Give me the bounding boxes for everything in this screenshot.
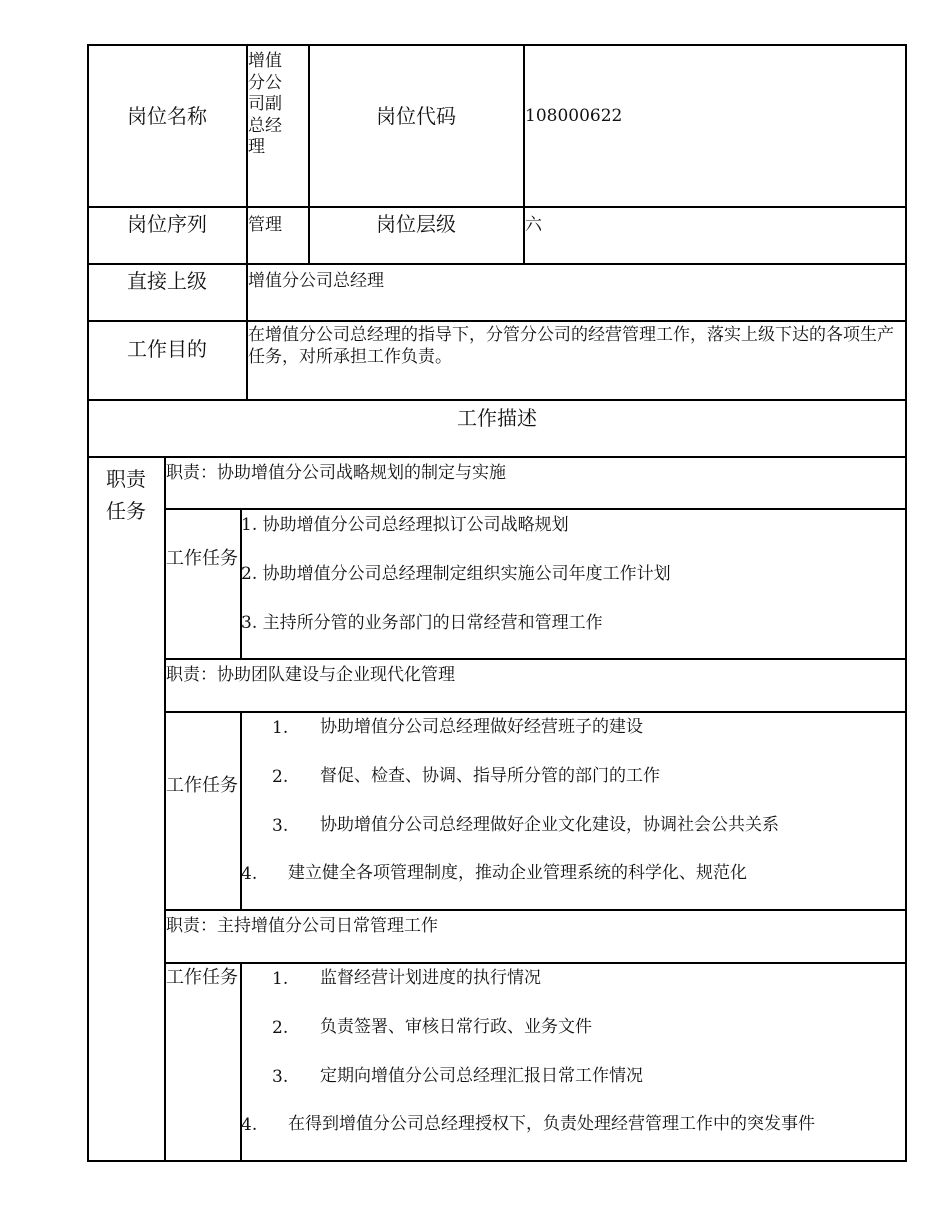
list-item: 协助增值分公司总经理做好经营班子的建设 xyxy=(320,717,643,737)
list-item: 2. 协助增值分公司总经理制定组织实施公司年度工作计划 xyxy=(241,564,671,584)
purpose-value: 在增值分公司总经理的指导下，分管分公司的经营管理工作，落实上级下达的各项生产任务，对所承担工作负责。 xyxy=(248,325,894,367)
job-code-value: 108000622 xyxy=(525,106,623,126)
table-border xyxy=(164,909,907,911)
table-border xyxy=(164,508,907,510)
job-name-label: 岗位名称 xyxy=(127,104,207,128)
list-item-number: 3. xyxy=(272,816,289,836)
list-item: 建立健全各项管理制度，推动企业管理系统的科学化、规范化 xyxy=(288,863,747,883)
table-border xyxy=(87,263,907,265)
job-name-value: 增值分公司副总经理 xyxy=(248,51,282,157)
duty-title: 职责：主持增值分公司日常管理工作 xyxy=(166,916,438,936)
list-item: 负责签署、审核日常行政、业务文件 xyxy=(320,1017,592,1037)
table-border xyxy=(87,206,907,208)
duty-title: 职责：协助增值分公司战略规划的制定与实施 xyxy=(166,463,506,483)
table-border xyxy=(164,962,907,964)
list-item-number: 1. xyxy=(272,969,289,989)
work-task-label: 工作任务 xyxy=(166,548,238,569)
table-border xyxy=(164,658,907,660)
duty-task-label: 职责任务 xyxy=(106,467,146,523)
list-item-number: 3. xyxy=(272,1067,289,1087)
job-code-label: 岗位代码 xyxy=(376,104,456,128)
list-item: 协助增值分公司总经理做好企业文化建设，协调社会公共关系 xyxy=(320,815,779,835)
job-level-label: 岗位层级 xyxy=(376,212,456,236)
list-item: 定期向增值分公司总经理汇报日常工作情况 xyxy=(320,1066,643,1086)
job-series-label: 岗位序列 xyxy=(127,212,207,236)
description-title: 工作描述 xyxy=(457,406,537,430)
table-border xyxy=(164,711,907,713)
list-item-number: 4. xyxy=(241,864,258,884)
purpose-label: 工作目的 xyxy=(127,337,207,361)
list-item-number: 4. xyxy=(241,1115,258,1135)
table-border xyxy=(87,399,907,401)
list-item: 在得到增值分公司总经理授权下，负责处理经营管理工作中的突发事件 xyxy=(288,1114,815,1134)
superior-value: 增值分公司总经理 xyxy=(248,271,384,291)
list-item-number: 2. xyxy=(272,767,289,787)
work-task-label: 工作任务 xyxy=(166,967,238,988)
list-item: 督促、检查、协调、指导所分管的部门的工作 xyxy=(320,766,660,786)
work-task-label: 工作任务 xyxy=(166,775,238,796)
table-border xyxy=(87,456,907,458)
list-item: 1. 协助增值分公司总经理拟订公司战略规划 xyxy=(241,515,569,535)
list-item-number: 1. xyxy=(272,718,289,738)
table-border xyxy=(87,1160,907,1162)
job-series-value: 管理 xyxy=(248,215,282,235)
table-border xyxy=(905,44,907,1162)
list-item: 3. 主持所分管的业务部门的日常经营和管理工作 xyxy=(241,613,603,633)
duty-title: 职责：协助团队建设与企业现代化管理 xyxy=(166,665,455,685)
job-level-value: 六 xyxy=(525,215,542,235)
table-border xyxy=(87,320,907,322)
table-border xyxy=(87,44,907,46)
superior-label: 直接上级 xyxy=(127,269,207,293)
list-item: 监督经营计划进度的执行情况 xyxy=(320,968,541,988)
list-item-number: 2. xyxy=(272,1018,289,1038)
